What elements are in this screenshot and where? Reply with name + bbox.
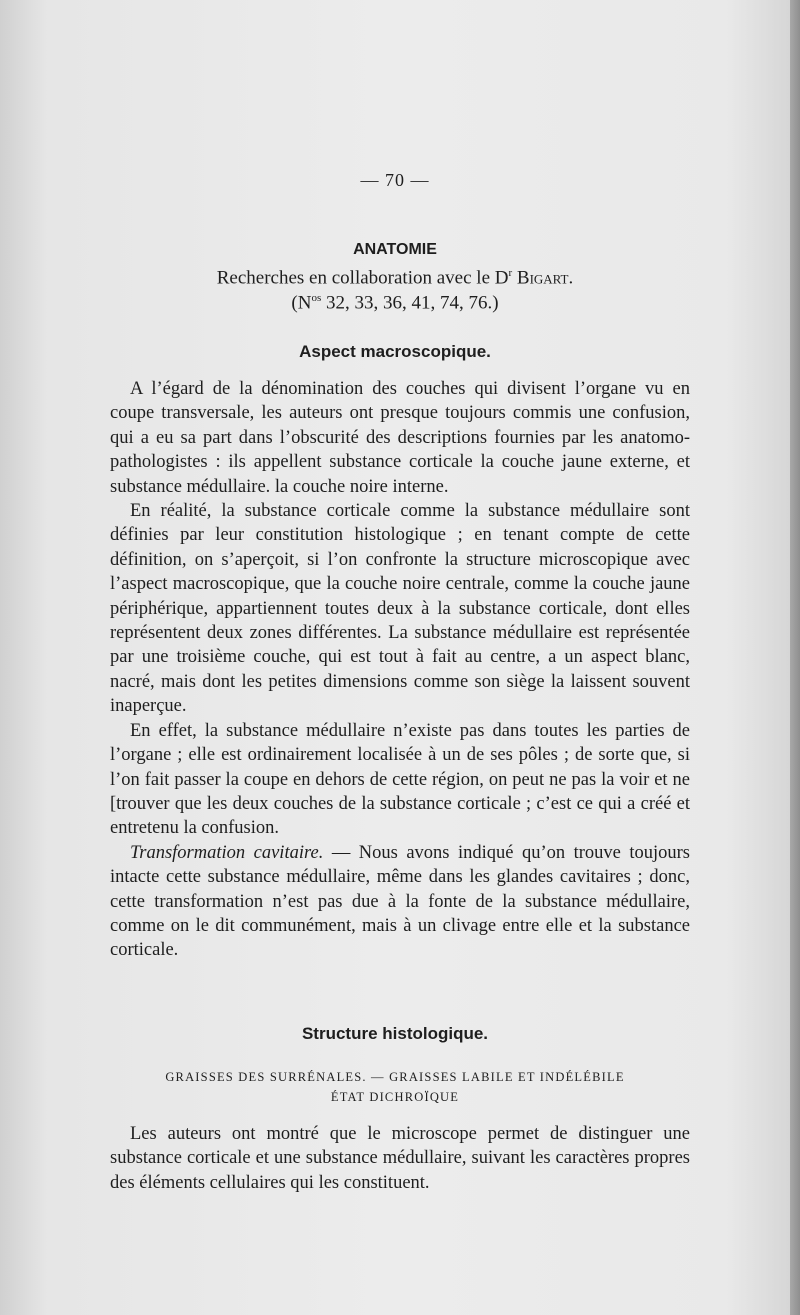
- histology-text: [110, 1122, 690, 1195]
- paragraph-transformation: [110, 841, 690, 963]
- transformation-text: — Nous avons indiqué qu’on trouve toujours intacte cette substance médullaire, même dans les glandes cavitaires ; donc, cette transformation n’est pas due à la fonte de la substance médullaire, comme on le dit communément, mais à un clivage entre elle et la substance corticale.: [110, 842, 690, 961]
- macroscopic-text: [110, 377, 690, 963]
- subheading-graisses: GRAISSES DES SURRÉNALES. — GRAISSES LABILE ET INDÉLÉBILE: [165, 1070, 625, 1084]
- refs-prefix: (N: [291, 292, 312, 314]
- transformation-label: Transformation cavitaire.: [130, 842, 324, 863]
- collaboration-prefix: Recherches en collaboration avec le D: [216, 267, 509, 289]
- collaboration-suffix: .: [568, 267, 574, 289]
- refs-list: 32, 33, 36, 41, 74, 76.): [321, 292, 499, 314]
- refs-sup: os: [311, 292, 322, 304]
- subheading-etat-dichroique: ÉTAT DICHROÏQUE: [330, 1090, 460, 1104]
- section-heading-anatomie: ANATOMIE: [353, 241, 437, 258]
- paragraph: Les auteurs ont montré que le microscope permet de distinguer une substance corticale et une substance médullaire, suivant les caractères propres des éléments cellulaires qui les constituent.: [110, 1124, 690, 1193]
- page-edge-shadow: [790, 0, 800, 1315]
- page-number: — 70 —: [360, 170, 430, 190]
- collaboration-line: [0, 267, 790, 289]
- paragraph: En réalité, la substance corticale comme la substance médullaire sont définies par leur constitution histologique ; en tenant compte de cette définition, on s’aperçoit, si l’on confronte la structure microscopique avec l’aspect macroscopique, que la couche noire centrale, comme la couche jaune périphérique, appartiennent toutes deux à la substance corticale, dont elles représentent deux zones différentes. La substance médullaire est représentée par une troisième couche, qui est tout à fait au centre, a un aspect blanc, nacré, mais dont les petites dimensions comme son siège la laissent souvent inaperçue.: [110, 501, 690, 717]
- section-heading-structure-histologique: Structure histologique.: [301, 1024, 489, 1043]
- collaborator-name: Bigart: [516, 267, 569, 289]
- section-heading-aspect-macroscopique: Aspect macroscopique.: [299, 342, 491, 361]
- paragraph: En effet, la substance médullaire n’existe pas dans toutes les parties de l’organe ; elle est ordinairement localisée à un de ses pôles ; de sorte que, si l’on fait passer la coupe en dehors de cette région, on peut ne pas la voir et ne [trouver que les deux couches de la substance corticale ; c’est ce qui a créé et entretenu la confusion.: [110, 720, 690, 839]
- paragraph: A l’égard de la dénomination des couches qui divisent l’organe vu en coupe transversale, les auteurs ont presque toujours commis une confusion, qui a eu sa part dans l’obscurité des descriptions fournies par les anatomo-pathologistes : ils appellent substance corticale la couche jaune externe, et substance médullaire. la couche noire interne.: [110, 379, 690, 497]
- collaboration-sup: r: [508, 267, 513, 279]
- reference-numbers: [0, 292, 790, 314]
